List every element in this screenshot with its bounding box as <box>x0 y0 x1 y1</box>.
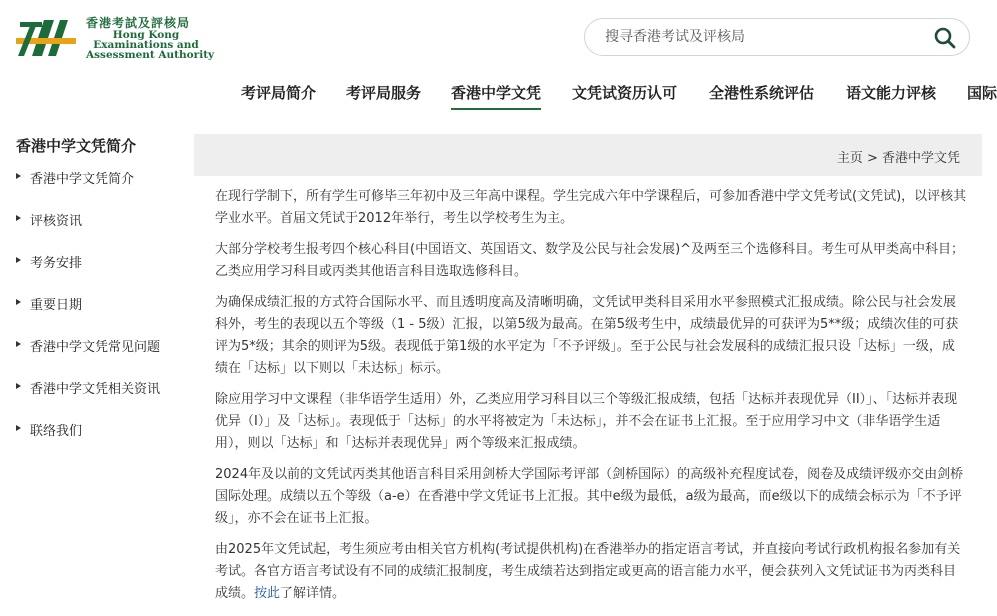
nav-item-hkdse[interactable]: 香港中学文凭 <box>451 82 541 110</box>
sidebar-menu <box>16 166 160 460</box>
sidebar-title: 香港中学文凭简介 <box>16 137 137 155</box>
bullet-triangle-icon <box>16 215 21 221</box>
sidebar-item-important-dates[interactable] <box>16 292 160 334</box>
bullet-triangle-icon <box>16 299 21 305</box>
sidebar-item-related-info[interactable] <box>16 376 160 418</box>
sidebar-item-label: 考务安排 <box>30 256 83 271</box>
nav-item-services[interactable]: 考评局服务 <box>346 84 422 102</box>
main-content <box>215 186 967 614</box>
paragraph-text: 由2025年文凭试起，考生须应考由相关官方机构(考试提供机构)在香港举办的指定语言考试，并直接向考试行政机构报名参加有关考试。各官方语言考试设有不同的成绩汇报制度，考生成绩若达到指定或更高的语言能力水平，便会获列入文凭试证书为丙类科目成绩。 <box>215 542 961 601</box>
bullet-triangle-icon <box>16 383 21 389</box>
nav-item-international[interactable]: 国际 <box>967 84 997 102</box>
breadcrumb-bar <box>194 134 982 176</box>
logo-english-line: Hong Kong <box>112 29 180 41</box>
hkeaa-logo[interactable] <box>14 12 215 64</box>
sidebar-item-faq[interactable] <box>16 334 160 376</box>
logo-chinese-name: 香港考試及評核局 <box>86 16 191 30</box>
search-icon[interactable] <box>933 26 957 50</box>
bullet-triangle-icon <box>16 173 21 179</box>
nav-item-about[interactable]: 考评局简介 <box>241 84 317 102</box>
content-paragraph: 除应用学习中文课程（非华语学生适用）外，乙类应用学习科目以三个等级汇报成绩，包括「达标并表现优异（II）」、「达标并表现优异（I）」及「达标」。表现低于「达标」的水平将被定为「未达标」，并不会在证书上汇报。至于应用学习中文（非华语学生适用），则以「达标」和「达标并表现优异」两个等级来汇报成绩。 <box>215 392 958 451</box>
bullet-triangle-icon <box>16 257 21 263</box>
sidebar-item-label: 香港中学文凭相关资讯 <box>30 382 161 397</box>
sidebar-item-intro[interactable] <box>16 166 160 208</box>
bullet-triangle-icon <box>16 341 21 347</box>
logo-english-name <box>86 29 215 61</box>
sidebar-item-label: 重要日期 <box>30 298 83 313</box>
nav-item-tsa[interactable]: 全港性系统评估 <box>709 84 815 102</box>
logo-english-line: Examinations and <box>93 39 199 51</box>
search-box <box>584 18 970 56</box>
search-input[interactable] <box>605 27 925 47</box>
sidebar-item-assessment-info[interactable] <box>16 208 160 250</box>
sidebar-item-label: 香港中学文凭常见问题 <box>30 340 161 355</box>
content-paragraph <box>215 539 967 605</box>
sidebar-item-label: 联络我们 <box>30 424 83 439</box>
paragraph-text: 了解详情。 <box>280 586 346 601</box>
nav-item-recognition[interactable]: 文凭试资历认可 <box>572 84 678 102</box>
hkeaa-logo-mark-icon <box>14 16 78 60</box>
details-link[interactable]: 按此 <box>254 586 281 601</box>
content-paragraph: 大部分学校考生报考四个核心科目(中国语文、英国语文、数学及公民与社会发展)^及两至三个选修科目。考生可从甲类高中科目；乙类应用学习科目或丙类其他语言科目选取选修科目。 <box>215 242 965 279</box>
content-paragraph: 在现行学制下，所有学生可修毕三年初中及三年高中课程。学生完成六年中学课程后，可参加香港中学文凭考试(文凭试)，以评核其学业水平。首届文凭试于2012年举行，考生以学校考生为主。 <box>215 189 967 226</box>
sidebar-item-exam-arrangements[interactable] <box>16 250 160 292</box>
main-nav <box>0 78 997 108</box>
sidebar-item-label: 香港中学文凭简介 <box>30 172 135 187</box>
content-paragraph: 为确保成绩汇报的方式符合国际水平、而且透明度高及清晰明确，文凭试甲类科目采用水平参照模式汇报成绩。除公民与社会发展科外，考生的表现以五个等级（1 - 5级）汇报，以第5级为最高。在第5级考生中，成绩最优异的可获评为5**级；成绩次佳的可获评为5*级；其余的则评为5级。表现低于第1级的水平定为「不予评级」。至于公民与社会发展科的成绩汇报只设「达标」一级，成绩在「达标」以下则以「未达标」标示。 <box>215 295 959 376</box>
logo-english-line: Assessment Authority <box>86 49 215 61</box>
sidebar-item-label: 评核资讯 <box>30 214 83 229</box>
breadcrumb[interactable]: 主页 > 香港中学文凭 <box>836 151 960 166</box>
nav-item-lpat[interactable]: 语文能力评核 <box>846 84 937 102</box>
content-paragraph: 2024年及以前的文凭试丙类其他语言科目采用剑桥大学国际考评部（剑桥国际）的高级补充程度试卷，阅卷及成绩评级亦交由剑桥国际处理。成绩以五个等级（a-e）在香港中学文凭证书上汇报。其中e级为最低，a级为最高，而e级以下的成绩会标示为「不予评级」，亦不会在证书上汇报。 <box>215 467 964 526</box>
bullet-triangle-icon <box>16 425 21 431</box>
sidebar-item-contact[interactable] <box>16 418 160 460</box>
